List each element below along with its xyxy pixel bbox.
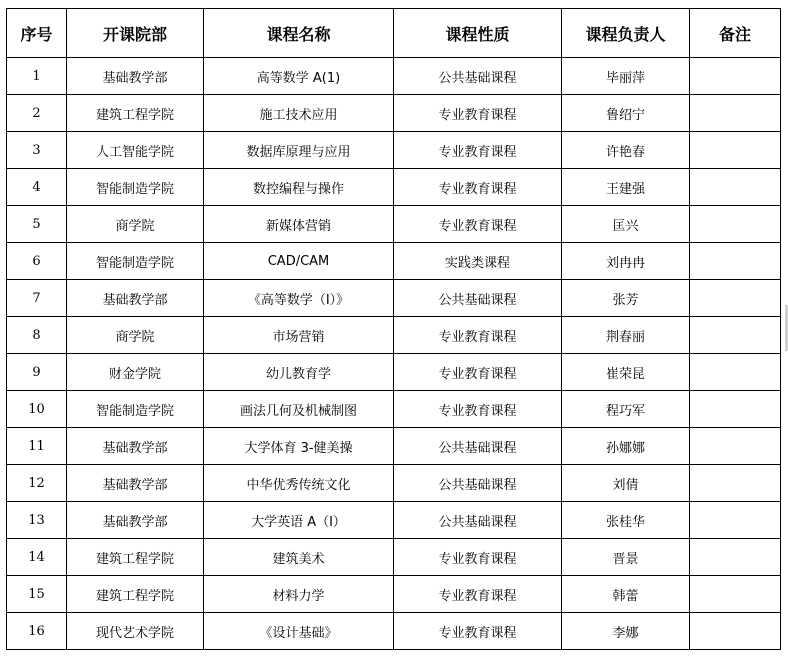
cell-course: 中华优秀传统文化: [204, 465, 394, 502]
table-row: [7, 539, 781, 576]
cell-dept: 建筑工程学院: [67, 539, 204, 576]
table-row: [7, 95, 781, 132]
cell-course: 市场营销: [204, 317, 394, 354]
header-lead: 课程负责人: [562, 9, 690, 58]
cell-type: 公共基础课程: [394, 280, 562, 317]
cell-note: [690, 95, 781, 132]
cell-dept: 基础教学部: [67, 465, 204, 502]
cell-dept: 商学院: [67, 206, 204, 243]
cell-type: 专业教育课程: [394, 539, 562, 576]
table-row: [7, 613, 781, 650]
table-row: [7, 58, 781, 95]
cell-note: [690, 58, 781, 95]
cell-lead: 许艳春: [562, 132, 690, 169]
cell-course: 高等数学 A(1): [204, 58, 394, 95]
cell-course: CAD/CAM: [204, 243, 394, 280]
cell-note: [690, 502, 781, 539]
cell-index: 8: [7, 317, 67, 354]
header-row: [7, 9, 781, 58]
cell-type: 专业教育课程: [394, 354, 562, 391]
cell-index: 14: [7, 539, 67, 576]
table-row: [7, 132, 781, 169]
cell-type: 公共基础课程: [394, 58, 562, 95]
cell-note: [690, 613, 781, 650]
cell-note: [690, 132, 781, 169]
cell-course: 建筑美术: [204, 539, 394, 576]
cell-course: 数据库原理与应用: [204, 132, 394, 169]
cell-type: 实践类课程: [394, 243, 562, 280]
cell-lead: 毕丽萍: [562, 58, 690, 95]
cell-dept: 基础教学部: [67, 428, 204, 465]
cell-type: 专业教育课程: [394, 576, 562, 613]
cell-note: [690, 280, 781, 317]
cell-index: 16: [7, 613, 67, 650]
cell-course: 材料力学: [204, 576, 394, 613]
cell-index: 11: [7, 428, 67, 465]
table-row: [7, 428, 781, 465]
table-body: [7, 58, 781, 650]
cell-course: 新媒体营销: [204, 206, 394, 243]
table-row: [7, 280, 781, 317]
cell-dept: 现代艺术学院: [67, 613, 204, 650]
cell-type: 公共基础课程: [394, 502, 562, 539]
table-row: [7, 206, 781, 243]
header-note: 备注: [690, 9, 781, 58]
cell-course: 《设计基础》: [204, 613, 394, 650]
cell-note: [690, 354, 781, 391]
cell-course: 画法几何及机械制图: [204, 391, 394, 428]
cell-type: 专业教育课程: [394, 132, 562, 169]
cell-lead: 李娜: [562, 613, 690, 650]
cell-lead: 晋景: [562, 539, 690, 576]
table-row: [7, 243, 781, 280]
header-dept: 开课院部: [67, 9, 204, 58]
cell-course: 《高等数学（I）》: [204, 280, 394, 317]
cell-lead: 崔荣昆: [562, 354, 690, 391]
cell-dept: 基础教学部: [67, 280, 204, 317]
cell-lead: 匡兴: [562, 206, 690, 243]
table-row: [7, 391, 781, 428]
cell-index: 1: [7, 58, 67, 95]
cell-note: [690, 206, 781, 243]
table-row: [7, 354, 781, 391]
cell-type: 专业教育课程: [394, 169, 562, 206]
table-row: [7, 576, 781, 613]
cell-course: 大学英语 A（I）: [204, 502, 394, 539]
cell-dept: 智能制造学院: [67, 243, 204, 280]
table-row: [7, 169, 781, 206]
cell-note: [690, 428, 781, 465]
cell-dept: 智能制造学院: [67, 169, 204, 206]
cell-lead: 韩蕾: [562, 576, 690, 613]
cell-note: [690, 465, 781, 502]
cell-dept: 智能制造学院: [67, 391, 204, 428]
cell-lead: 张桂华: [562, 502, 690, 539]
cell-lead: 王建强: [562, 169, 690, 206]
course-list-sheet: [6, 8, 781, 650]
cell-dept: 基础教学部: [67, 58, 204, 95]
cell-note: [690, 243, 781, 280]
header-course: 课程名称: [204, 9, 394, 58]
cell-dept: 建筑工程学院: [67, 95, 204, 132]
table-row: [7, 502, 781, 539]
cell-note: [690, 391, 781, 428]
cell-dept: 建筑工程学院: [67, 576, 204, 613]
cell-index: 4: [7, 169, 67, 206]
cell-type: 专业教育课程: [394, 317, 562, 354]
cell-type: 专业教育课程: [394, 206, 562, 243]
header-type: 课程性质: [394, 9, 562, 58]
cell-lead: 孙娜娜: [562, 428, 690, 465]
cell-note: [690, 576, 781, 613]
cell-course: 大学体育 3-健美操: [204, 428, 394, 465]
header-index: 序号: [7, 9, 67, 58]
cell-lead: 刘倩: [562, 465, 690, 502]
cell-dept: 基础教学部: [67, 502, 204, 539]
cell-type: 公共基础课程: [394, 465, 562, 502]
cell-index: 6: [7, 243, 67, 280]
cell-type: 专业教育课程: [394, 613, 562, 650]
cell-index: 7: [7, 280, 67, 317]
table-row: [7, 465, 781, 502]
cell-note: [690, 317, 781, 354]
cell-index: 12: [7, 465, 67, 502]
cell-dept: 商学院: [67, 317, 204, 354]
cell-note: [690, 169, 781, 206]
cell-course: 数控编程与操作: [204, 169, 394, 206]
cell-index: 15: [7, 576, 67, 613]
cell-type: 公共基础课程: [394, 428, 562, 465]
cell-course: 幼儿教育学: [204, 354, 394, 391]
cell-index: 13: [7, 502, 67, 539]
cell-index: 10: [7, 391, 67, 428]
cell-lead: 刘冉冉: [562, 243, 690, 280]
cell-index: 2: [7, 95, 67, 132]
cell-index: 3: [7, 132, 67, 169]
cell-dept: 财金学院: [67, 354, 204, 391]
cell-type: 专业教育课程: [394, 95, 562, 132]
course-table: [6, 8, 781, 650]
cell-lead: 程巧军: [562, 391, 690, 428]
cell-lead: 鲁绍宁: [562, 95, 690, 132]
cell-index: 5: [7, 206, 67, 243]
cell-note: [690, 539, 781, 576]
cell-dept: 人工智能学院: [67, 132, 204, 169]
cell-course: 施工技术应用: [204, 95, 394, 132]
cell-lead: 张芳: [562, 280, 690, 317]
cell-type: 专业教育课程: [394, 391, 562, 428]
cell-index: 9: [7, 354, 67, 391]
cell-lead: 荆春丽: [562, 317, 690, 354]
table-row: [7, 317, 781, 354]
